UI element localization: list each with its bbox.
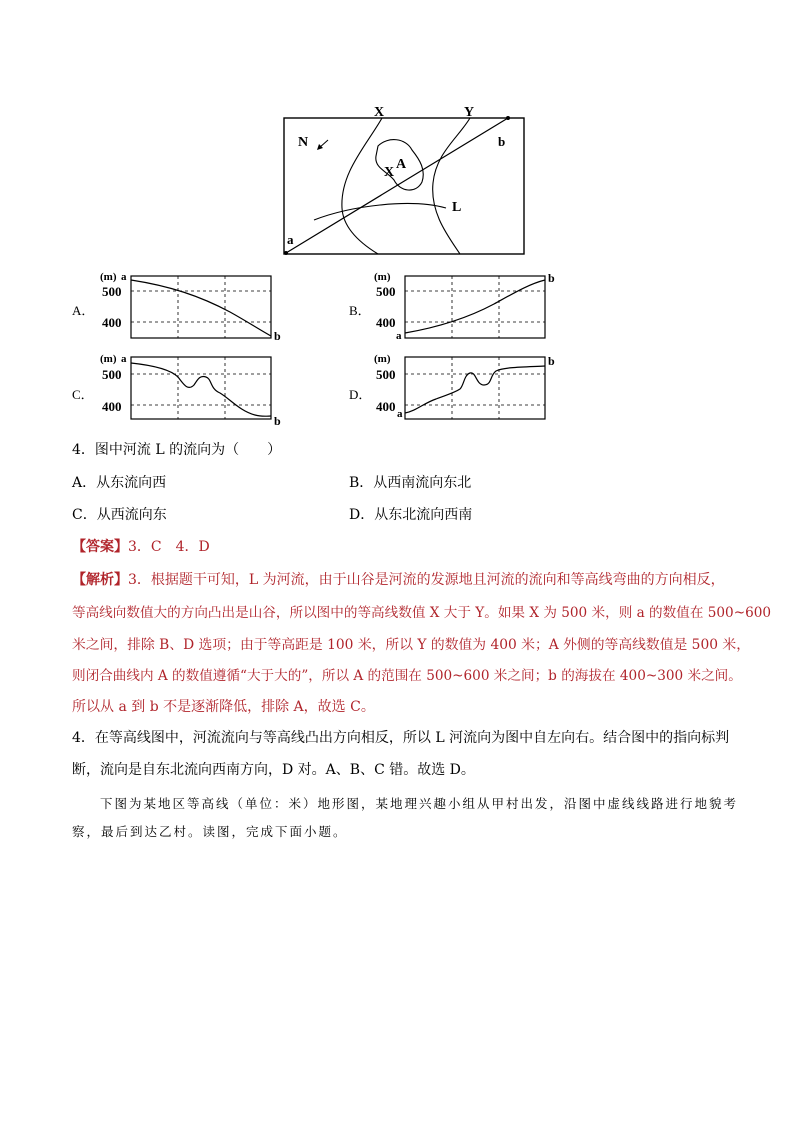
analysis-line-4: 则闭合曲线内 A 的数值遵循“大于大的”，所以 A 的范围在 500~600 米之间；b 的海拔在 400~300 米之间。 [72, 668, 742, 684]
svg-text:a: a [121, 353, 127, 365]
answer-tag: 【答案】 [72, 539, 128, 555]
contour-y [433, 118, 470, 254]
label-b-point: b [498, 134, 506, 149]
svg-text:500: 500 [376, 284, 396, 299]
profile-curve-a [131, 280, 271, 336]
next-intro-line-2: 察，最后到达乙村。读图，完成下面小题。 [72, 824, 348, 839]
q4-choice-c: C．从西流向东 [72, 507, 167, 523]
q4-choice-b: B．从西南流向东北 [349, 475, 472, 491]
profile-chart-d [364, 349, 564, 429]
svg-text:a: a [397, 408, 403, 420]
map-frame [284, 118, 524, 254]
option-d-label: D． [349, 387, 372, 402]
option-a-label: A． [72, 303, 95, 318]
svg-text:(m): (m) [100, 271, 117, 283]
profile-chart-a [90, 268, 290, 346]
label-a-point: a [287, 232, 294, 247]
svg-text:400: 400 [376, 399, 396, 414]
svg-text:400: 400 [102, 399, 122, 414]
svg-text:(m): (m) [100, 353, 117, 365]
label-a-peak: A [396, 157, 407, 172]
svg-text:b: b [548, 354, 555, 368]
river-l [314, 204, 446, 220]
q4-analysis-line-1: 4．在等高线图中，河流流向与等高线凸出方向相反，所以 L 河流向为图中自左向右。结合图中的指向标判 [72, 730, 730, 746]
label-x-top: X [374, 105, 385, 120]
profile-chart-b [364, 268, 564, 346]
contour-x [342, 118, 382, 254]
svg-text:500: 500 [376, 367, 396, 382]
label-y-top: Y [464, 105, 475, 120]
profile-curve-c [131, 363, 271, 416]
q4-choice-a: A．从东流向西 [72, 475, 167, 491]
svg-text:(m): (m) [374, 353, 391, 365]
label-n: N [298, 135, 309, 150]
label-x-mid: X [384, 165, 395, 180]
answer-line [72, 537, 210, 557]
svg-text:400: 400 [376, 315, 396, 330]
option-c-label: C． [72, 387, 94, 402]
label-l: L [452, 200, 462, 215]
question-4-stem: 4．图中河流 L 的流向为（ ） [72, 442, 282, 458]
profile-curve-d [405, 366, 545, 413]
svg-text:400: 400 [102, 315, 122, 330]
analysis-line-3: 米之间，排除 B、D 选项；由于等高距是 100 米，所以 Y 的数值为 400 米；A 外侧的等高线数值是 500 米， [72, 637, 750, 653]
svg-text:500: 500 [102, 367, 122, 382]
profile-curve-b [405, 280, 545, 333]
svg-text:b: b [548, 271, 555, 285]
option-b-label: B． [349, 303, 371, 318]
svg-text:a: a [396, 330, 402, 342]
svg-text:b: b [274, 329, 281, 343]
analysis-line-2: 等高线向数值大的方向凸出是山谷，所以图中的等高线数值 X 大于 Y。如果 X 为 500 米，则 a 的数值在 500~600 [72, 605, 772, 621]
q4-analysis-line-2: 断，流向是自东北流向西南方向，D 对。A、B、C 错。故选 D。 [72, 762, 475, 778]
analysis-line-1: 【解析】3．根据题干可知，L 为河流，由于山谷是河流的发源地且河流的流向和等高线弯曲的方向相反， [72, 572, 725, 588]
svg-text:a: a [121, 271, 127, 283]
contour-map [270, 98, 540, 260]
q4-choice-d: D．从东北流向西南 [349, 507, 473, 523]
next-intro-line-1: 下图为某地区等高线（单位：米）地形图，某地理兴趣小组从甲村出发，沿图中虚线线路进行地貌考 [100, 796, 739, 811]
svg-text:(m): (m) [374, 271, 391, 283]
analysis-tag: 【解析】 [72, 572, 128, 588]
analysis-line-5: 所以从 a 到 b 不是逐渐降低，排除 A，故选 C。 [72, 699, 375, 715]
svg-text:500: 500 [102, 284, 122, 299]
svg-text:b: b [274, 414, 281, 428]
profile-chart-c [90, 349, 290, 429]
answer-text: 3．C 4．D [128, 539, 210, 555]
profile-line-ab [286, 118, 508, 253]
